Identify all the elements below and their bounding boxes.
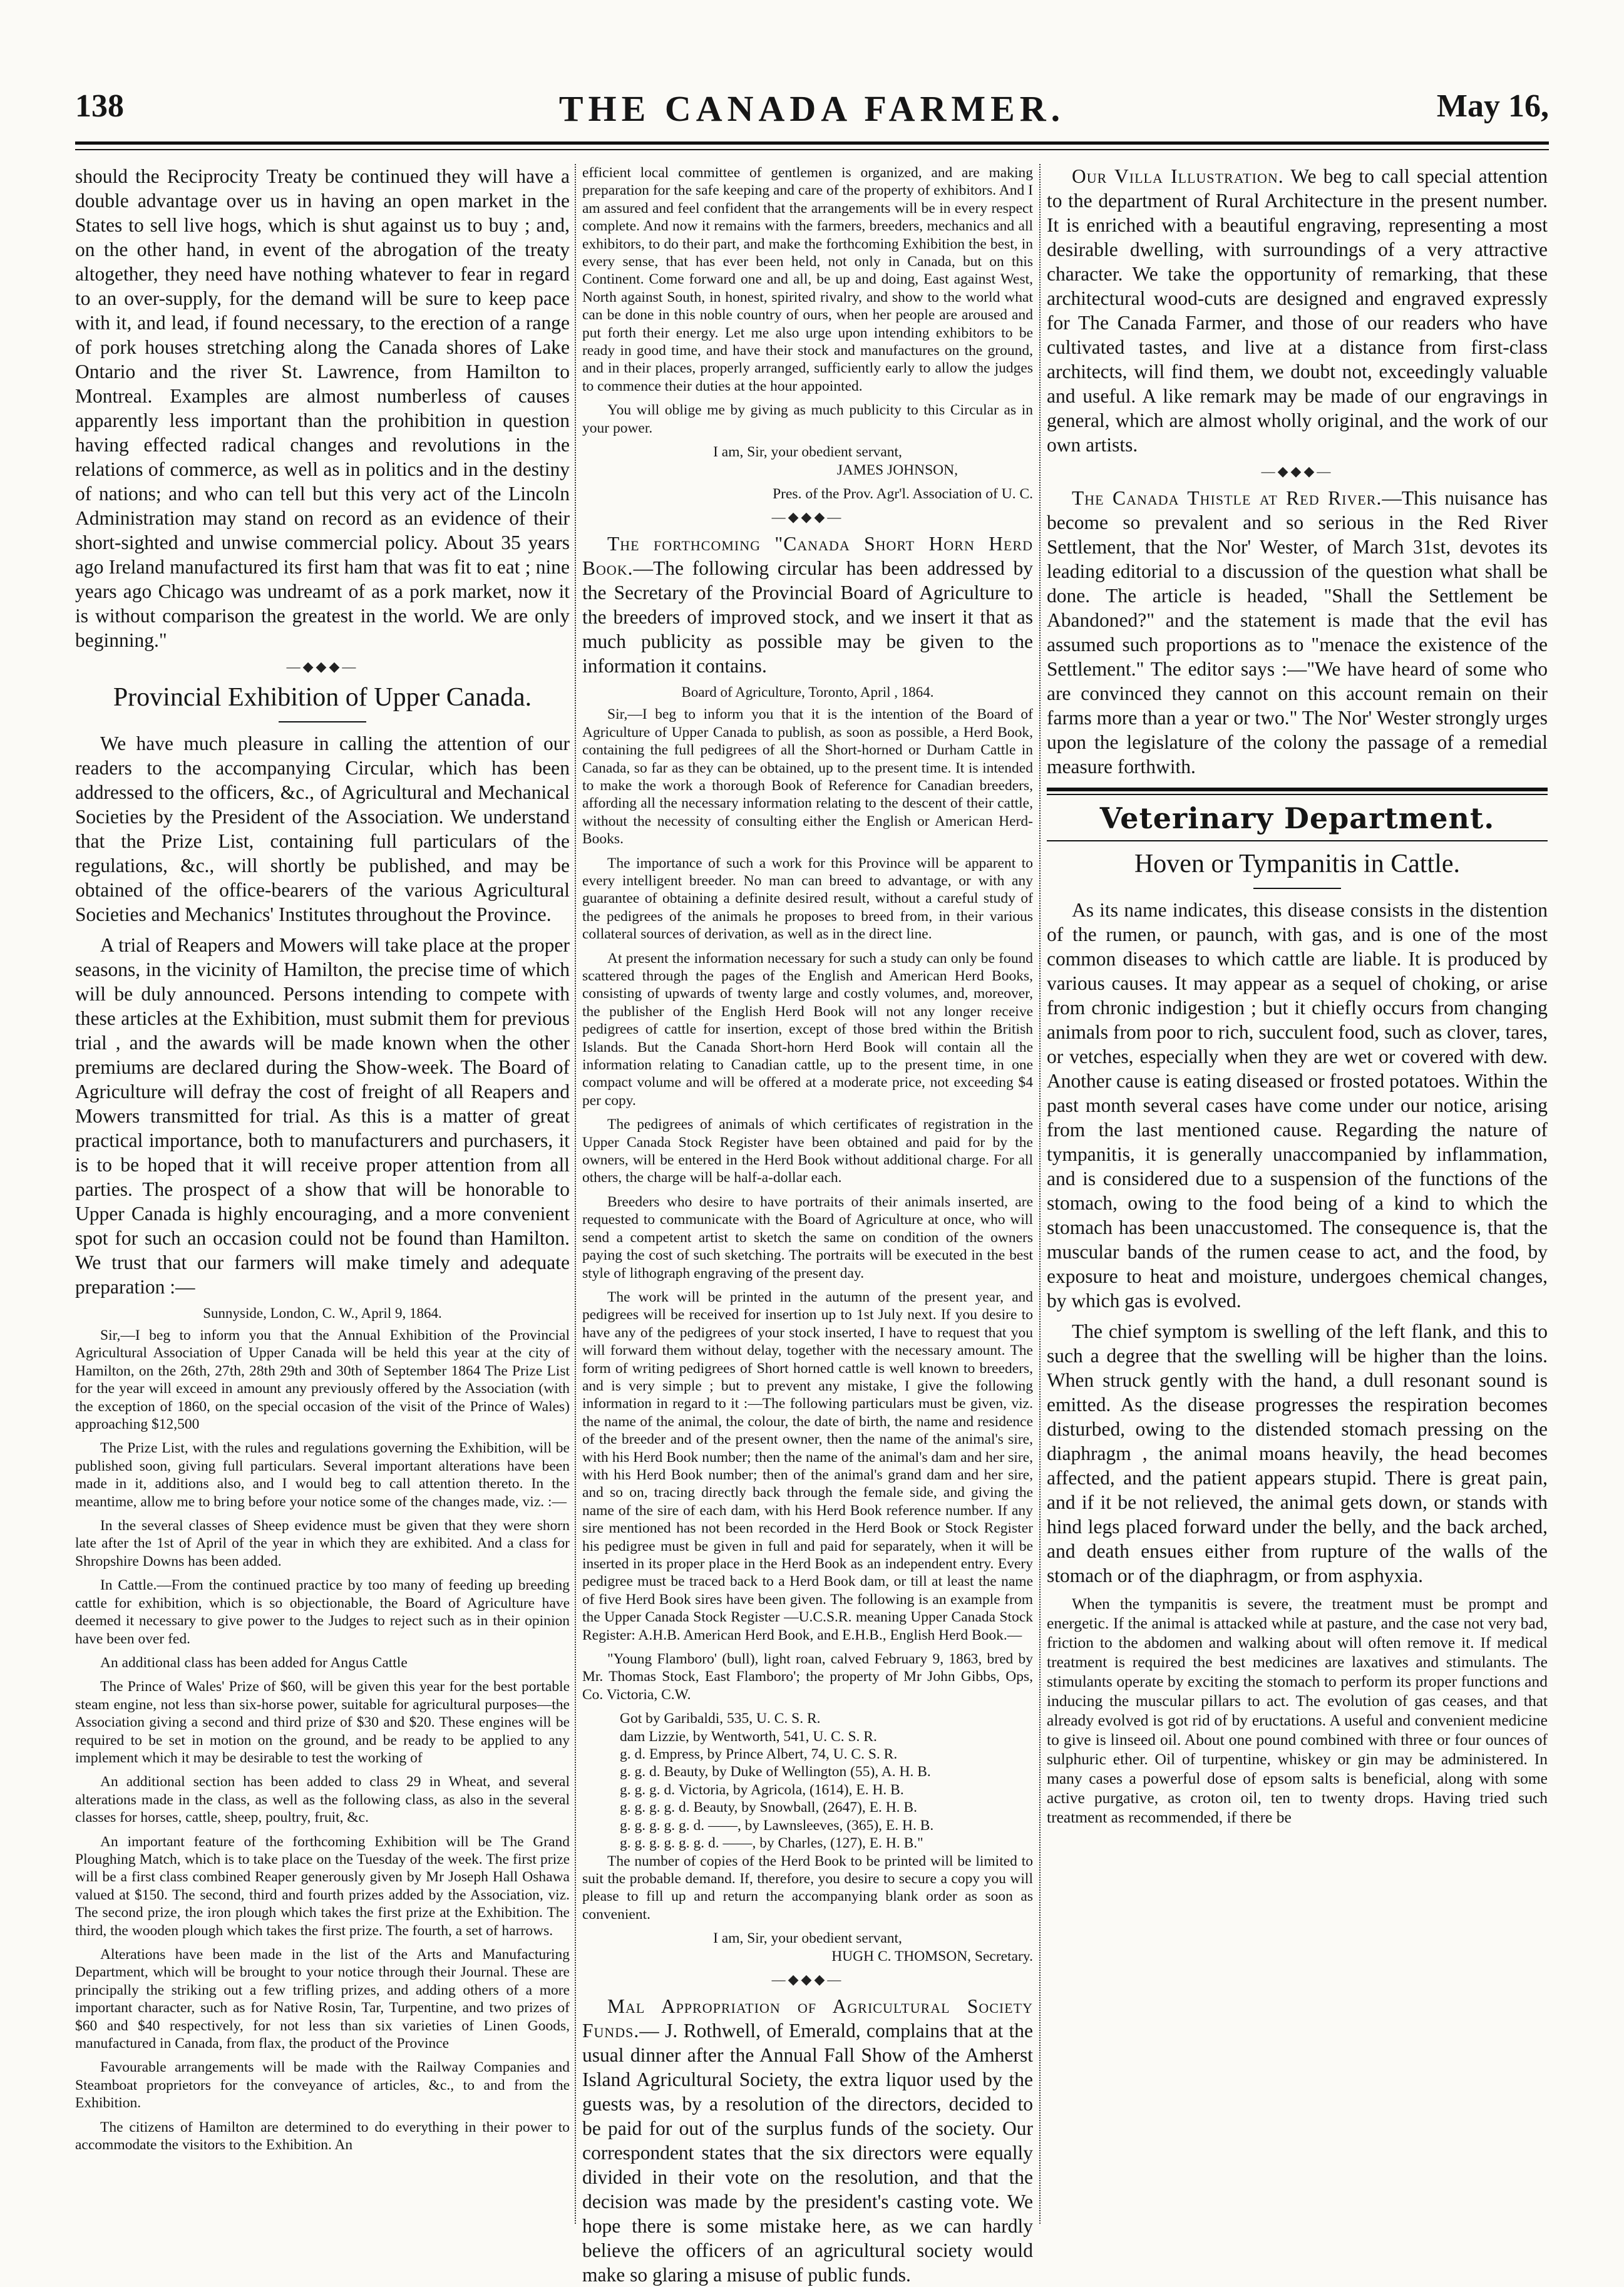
signature-title: Pres. of the Prov. Agr'l. Association of U. C. [773, 485, 1033, 502]
column-1 [75, 164, 570, 2230]
misappropriation-body: — J. Rothwell, of Emerald, complains that at the usual dinner after the Annual Fall Show of the Amherst Island Agricultural Society, the extra liquor used by the guests was, by a resolution of the directors, decided to be paid for out of the surplus funds of the society. Our correspondent states that the six directors were equally divided in their vote on the resolution, and that the decision was made by the president's casting vote. We hope there is some mistake here, as we can hardly believe the officers of an agricultural society would make so glaring a misuse of public funds. [582, 2019, 1033, 2286]
ornamental-divider: —◆◆◆— [771, 1971, 844, 1987]
pedigree-line: g. g. g. g. d. Beauty, by Snowball, (2647), E. H. B. [620, 1799, 917, 1816]
circular-paragraph: Sir,—I beg to inform you that the Annual Exhibition of the Provincial Agricultural Association of Upper Canada will be held this year at the city of Hamilton, on the 26th, 27th, 28th 29th and 30th of September 1864 The Prize List for the year will exceed in amount any previously offered by the Association (with the exception of 1860, on the special occasion of the visit of the Prince of Wales) approaching $12,500 [75, 1327, 570, 1433]
ornamental-divider: —◆◆◆— [286, 659, 359, 674]
pedigree-line: g. d. Empress, by Prince Albert, 74, U. C. S. R. [620, 1746, 898, 1763]
circular-paragraph: The pedigrees of animals of which certificates of registration in the Upper Canada Stock Register have been obtained and paid for by the owners, will be entered in the Herd Book without additional charge. For all others, the charge will be half-a-dollar each. [582, 1116, 1033, 1186]
circular-paragraph: In Cattle.—From the continued practice by too many of feeding up breeding cattle for exhibition, which is so objectionable, the Board of Agriculture have deemed it necessary to give power to the Judges to reject such as in their opinion have been over fed. [75, 1577, 570, 1647]
ornamental-divider: —◆◆◆— [771, 509, 844, 525]
signature-line: I am, Sir, your obedient servant, [713, 444, 902, 461]
pedigree-line: g. g. g. d. Victoria, by Agricola, (1614), E. H. B. [620, 1781, 904, 1798]
reciprocity-paragraph: should the Reciprocity Treaty be continued they will have a double advantage over us in having an open market in the States to sell live hogs, which is shut against us to buy ; and, on the other hand, in event of the abrogation of the treaty altogether, they need have nothing whatever to fear in regard to an over-supply, for the demand will be sure to keep pace with it, and lead, if found necessary, to the erection of a range of pork houses stretching along the Canada shores of Lake Ontario and the river St. Lawrence, from Hamilton to Montreal. Examples are almost numberless of causes apparently less important than the prohibition in question having effected radical changes and revolutions in the relations of commerce, as well as in politics and in the destiny of nations; and who can tell but this very act of the Lincoln Administration may stand on record as an evidence of their short-sighted and unwise commercial policy. About 35 years ago Ireland manufactured its first ham that was fit to eat ; nine years ago Chicago was undreamt of as a pork market, now it is without comparison the greatest in the world. We are only beginning." [75, 165, 570, 651]
herd-book-lead: The forthcoming "Canada Short Horn Herd Book. [582, 533, 1033, 580]
page-number: 138 [75, 88, 124, 124]
signature-name: JAMES JOHNSON, [836, 461, 958, 478]
villa-body: We beg to call special attention to the department of Rural Architecture in the present number. It is enriched with a beautiful engraving, representing a most desirable dwelling, with surroundings of a very attractive character. We take the opportunity of remarking, that these architectural wood-cuts are designed and engraved expressly for The Canada Farmer, and those of our readers who have cultivated tastes, and live at a distance from first-class architects, will find them, we doubt not, exceedingly valuable and useful. A like remark may be made of our engravings in general, which are almost wholly original, and the work of our own artists. [1047, 165, 1548, 456]
article-paragraph: When the tympanitis is severe, the treatment must be prompt and energetic. If the animal is attacked while at pasture, and the case not very bad, friction to the abdomen and walking about will often remove it. If medical treatment is required the best medicines are laxatives and stimulants. The stimulants operate by exciting the stomach to perform its proper functions and inducing the muscular pillars to act. The evolution of gas ceases, and that already evolved is got rid of by eructations. A useful and convenient medicine to give is linseed oil. About one pound combined with three or four ounces of sulphuric ether. Oil of turpentine, whiskey or gin may be administered. In many cases a powerful dose of epsom salts is beneficial, along with some active purgative, as croton oil, ten to twenty drops. Having tried such treatment as recommended, if there be [1047, 1595, 1548, 1826]
exhibition-title: Provincial Exhibition of Upper Canada. [113, 683, 532, 712]
circular-paragraph: An important feature of the forthcoming Exhibition will be The Grand Ploughing Match, which is to take place on the Tuesday of the week. The first prize will be a first class combined Reaper generously given by Mr Joseph Hall Oshawa valued at $150. The second, third and fourth prizes added by the Association, viz. The second prize, the iron plough which takes the first prize at the Exhibition. The third, the wooden plough which takes the first prize. The fourth, a set of harrows. [75, 1833, 570, 1939]
column-divider [1039, 164, 1041, 2224]
circular-continuation: efficient local committee of gentlemen is organized, and are making preparation for the safe keeping and care of the property of exhibitors. And I am assured and feel confident that the arrangements will be in every respect complete. And now it remains with the farmers, breeders, mechanics and all exhibitors, to do their part, and make the forthcoming Exhibition the best, in every sense, that has ever been held, not only in Canada, but on this Continent. Come forward one and all, be up and doing, East against West, North against South, in honest, spirited rivalry, and show to the world what can be done in this noble country of ours, when her people are aroused and put forth their energy. Let me also urge upon intending exhibitors to be ready in good time, and have their stock and manufactures on the ground, and in their places, properly arranged, sufficiently early to allow the judges to commence their duties at the hour appointed. [582, 165, 1033, 394]
column-3 [1047, 164, 1548, 2230]
circular-paragraph: At present the information necessary for such a study can only be found scattered through the pages of the English and American Herd Books, consisting of upwards of twenty large and costly volumes, and, moreover, the publisher of the English Herd Book will not any longer receive pedigrees of cattle for insertion, except of those bred within the British Islands. But the Canada Short-horn Herd Book will contain all the information relating to Canadian cattle, up to the present time, in one compact volume and will be offered at a moderate price, not exceeding $4 per copy. [582, 950, 1033, 1109]
circular-paragraph: You will oblige me by giving as much publicity to this Circular as in your power. [582, 402, 1033, 436]
circular-paragraph: Favourable arrangements will be made with the Railway Companies and Steamboat proprietors for the conveyance of articles, &c., to and from the Exhibition. [75, 2059, 570, 2112]
herd-book-paragraph [582, 532, 1033, 678]
circular-paragraph: Alterations have been made in the list of the Arts and Manufacturing Department, which will be brought to your notice through their Journal. These are principally the striking out a few trifling prizes, and adding others of a more important character, such as for Native Rosin, Tar, Turpentine, and two prizes of $60 and $40 respectively, for not less than six varieties of Linen Goods, manufactured in Canada, from flax, the product of the Province [75, 1946, 570, 2052]
title-rule [1253, 888, 1341, 889]
pedigree-line: g. g. g. g. g. g. d. ——, by Charles, (127), E. H. B." [620, 1835, 923, 1852]
villa-lead: Our Villa Illustration. [1072, 165, 1284, 187]
section-rule-thin [1047, 794, 1548, 795]
pedigree-line: g. g. d. Beauty, by Duke of Wellington (55), A. H. B. [620, 1764, 931, 1781]
circular-dateline: Sunnyside, London, C. W., April 9, 1864. [203, 1305, 442, 1321]
circular-paragraph: "Young Flamboro' (bull), light roan, calved February 9, 1863, bred by Mr. Thomas Stock, East Flamboro'; the property of Mr John Gibbs, Ops, Co. Victoria, C.W. [582, 1651, 1033, 1703]
pedigree-line: dam Lizzie, by Wentworth, 541, U. C. S. R. [620, 1728, 877, 1745]
section-rule [1047, 788, 1548, 791]
issue-date: May 16, [1436, 88, 1549, 124]
title-rule [279, 721, 366, 722]
circular-paragraph: The Prince of Wales' Prize of $60, will be given this year for the best portable steam engine, not less than six-horse power, suitable for agricultural purposes—the Association giving a second and third prize of $30 and $20. These engines will be required to be set in motion on the ground, and be ready to be applied to any implement which it may be desirable to test the working of [75, 1678, 570, 1766]
signature-line: I am, Sir, your obedient servant, [713, 1930, 902, 1947]
herd-book-body: —The following circular has been addressed by the Secretary of the Provincial Board of Agriculture to the breeders of improved stock, and we insert it that as much publicity as possible may be given to the information it contains. [582, 557, 1033, 677]
reapers-paragraph: A trial of Reapers and Mowers will take place at the proper seasons, in the vicinity of Hamilton, the precise time of which will be duly announced. Persons intending to compete with these articles at the Exhibition, must submit them for previous trial , and the awards will be made known when the other premiums are declared during the Show-week. The Board of Agriculture will defray the cost of freight of all Reapers and Mowers transmitted for trial. As this is a matter of great practical importance, both to manufacturers and purchasers, it is to be hoped that it will receive proper attention from all parties. The prospect of a show that will be honorable to Upper Canada is highly encouraging, and a more convenient spot for such an occasion could not be found than Hamilton. We trust that our farmers will make timely and adequate preparation :— [75, 934, 570, 1298]
exhibition-paragraph: We have much pleasure in calling the attention of our readers to the accompanying Circular, which has been addressed to the officers, &c., of Agricultural and Mechanical Societies by the President of the Association. We understand that the Prize List, containing full particulars of the regulations, &c., will shortly be published, and may be obtained of the office-bearers of the various Agricultural Societies and Mechanics' Institutes throughout the Province. [75, 732, 570, 925]
circular-paragraph: The number of copies of the Herd Book to be printed will be limited to suit the probable demand. If, therefore, you desire to secure a copy you will please to fill up and return the accompanying blank order as soon as convenient. [582, 1853, 1033, 1923]
masthead [75, 88, 1549, 144]
article-paragraph: The chief symptom is swelling of the left flank, and this to such a degree that the swelling will be higher than the loins. When struck gently with the hand, a dull resonant sound is emitted. As the disease progresses the respiration becomes disturbed, owing to the distended stomach pressing on the diaphragm , the animal moans heavily, the head becomes affected, and the patient appears stupid. There is great pain, and if it be not relieved, the animal gets down, or stands with hind legs placed forward under the belly, and the back arched, and death ensues either from rupture of the walls of the stomach or of the diaphragm, or from asphyxia. [1047, 1320, 1548, 1586]
circular-paragraph: An additional class has been added for Angus Cattle [100, 1654, 408, 1671]
article-title: Hoven or Tympanitis in Cattle. [1134, 850, 1461, 878]
department-title: Veterinary Department. [1099, 801, 1495, 835]
thistle-lead: The Canada Thistle at Red River. [1072, 487, 1382, 509]
villa-paragraph [1047, 164, 1548, 457]
circular-paragraph: The citizens of Hamilton are determined to do everything in their power to accommodate the visitors to the Exhibition. An [75, 2119, 570, 2154]
column-divider [575, 164, 576, 2224]
column-2 [582, 164, 1033, 2286]
thistle-body: —This nuisance has become so prevalent and so serious in the Red River Settlement, that the Nor' Wester, of March 31st, devotes its leading editorial to a discussion of the question what shall be done. The article is headed, "Shall the Settlement be Abandoned?" and the statement is made that the evil has assumed such proportions as to "menace the existence of the Settlement." The editor says :—"We have heard of some who are convinced they cannot on this account remain on their farms more than a year or two." The Nor' Wester strongly urges upon the legislature of the colony the passage of a remedial measure forthwith. [1047, 487, 1548, 778]
signature-name: HUGH C. THOMSON, Secretary. [831, 1948, 1033, 1965]
header-rule [75, 141, 1549, 145]
circular-paragraph: The importance of such a work for this Province will be apparent to every intelligent breeder. No man can breed to advantage, or with any guarantee of obtaining a definite desired result, without a careful study of the pedigrees of the animals he proposes to breed from, in their various collateral sources of derivation, as well as in the direct line. [582, 855, 1033, 943]
circular-paragraph: An additional section has been added to class 29 in Wheat, and several alterations made in the class, as well as the following class, as also in the several classes for horses, cattle, sheep, poultry, fruit, &c. [75, 1774, 570, 1826]
journal-title: THE CANADA FARMER. [558, 88, 1066, 129]
pedigree-line: g. g. g. g. g. d. ——, by Lawnsleeves, (365), E. H. B. [620, 1817, 934, 1834]
thistle-paragraph [1047, 486, 1548, 779]
circular-paragraph: In the several classes of Sheep evidence must be given that they were shorn late after the 1st of April of the year in which they are exhibited. And a class for Shropshire Downs has been added. [75, 1518, 570, 1570]
misappropriation-lead: Mal Appropriation of Agricultural Society Funds. [582, 1995, 1033, 2042]
circular-paragraph: Sir,—I beg to inform you that it is the intention of the Board of Agriculture of Upper Canada to publish, as soon as possible, a Herd Book, containing the full pedigrees of all the Short-horned or Durham Cattle in Canada, so far as they can be obtained, up to the present time. It is intended to make the work a thorough Book of Reference for Canadian breeders, affording all the necessary information relating to the descent of their cattle, without the necessity of consulting either the English or American Herd-Books. [582, 706, 1033, 848]
ornamental-divider: —◆◆◆— [1261, 463, 1334, 479]
circular-paragraph: The work will be printed in the autumn of the present year, and pedigrees will be received for insertion up to 1st July next. If you desire to have any of the pedigrees of your stock inserted, I have to request that you will forward them without delay, together with the necessary amount. The form of writing pedigrees of Short horned cattle is well known to breeders, and is very simple ; but to prevent any mistake, I give the following information in regard to it :—The following particulars must be given, viz. the name of the animal, the colour, the date of birth, the name and residence of the breeder and of the present owner, then the name of the animal's sire, with his Herd Book number; then the name of the animal's dam and her sire, with his Herd Book number; then of the animal's grand dam and her sire, and so on, tracing directly back through the female side, and giving the name of the sire of each dam, with his Herd Book reference number. If any sire mentioned has not been recorded in the Herd Book or Stock Register his pedigree must be given in full and paid for separately, when it will be inserted in its proper place in the Herd Book as an independent entry. Every pedigree must be traced back to a Herd Book dam, or till at least the name of five Herd Book sires have been given. The following is an example from the Upper Canada Stock Register —U.C.S.R. meaning Upper Canada Stock Register: A.H.B. American Herd Book, and E.H.B., English Herd Book.— [582, 1288, 1033, 1643]
circular-dateline: Board of Agriculture, Toronto, April , 1864. [681, 684, 934, 701]
header-rule-thin [75, 149, 1549, 150]
section-rule-thin [1047, 840, 1548, 841]
circular-paragraph: Breeders who desire to have portraits of their animals inserted, are requested to communicate with the Board of Agriculture at once, who will send a competent artist to sketch the same on condition of the owners paying the cost of such sketching. The portraits will be executed in the best style of lithograph engraving of the present day. [582, 1193, 1033, 1282]
pedigree-line: Got by Garibaldi, 535, U. C. S. R. [620, 1710, 821, 1727]
circular-paragraph: The Prize List, with the rules and regulations governing the Exhibition, will be published soon, giving full particulars. Several important alterations have been made in it, additions also, and I would beg to call attention thereto. In the meantime, allow me to bring before your notice some of the changes made, viz. :— [75, 1440, 570, 1510]
article-paragraph: As its name indicates, this disease consists in the distention of the rumen, or paunch, with gas, and is one of the most common diseases to which cattle are liable. It is produced by various causes. It may appear as a sequel of choking, or arise from chronic indigestion ; but it chiefly occurs from changing animals from poor to rich, succulent food, such as clover, tares, or vetches, especially when they are wet or covered with dew. Another cause is eating diseased or frosted potatoes. Within the past month several cases have come under our notice, arising from the last mentioned cause. Regarding the nature of tympanitis, it is generally unaccompanied by inflammation, and is considered due to a suspension of the functions of the stomach, owing to the food being of a kind to which the stomach has been unaccustomed. The consequence is, that the muscular bands of the rumen cease to act, and the food, by exposure to heat and moisture, undergoes chemical changes, by which gas is evolved. [1047, 899, 1548, 1312]
misappropriation-paragraph [582, 1994, 1033, 2287]
